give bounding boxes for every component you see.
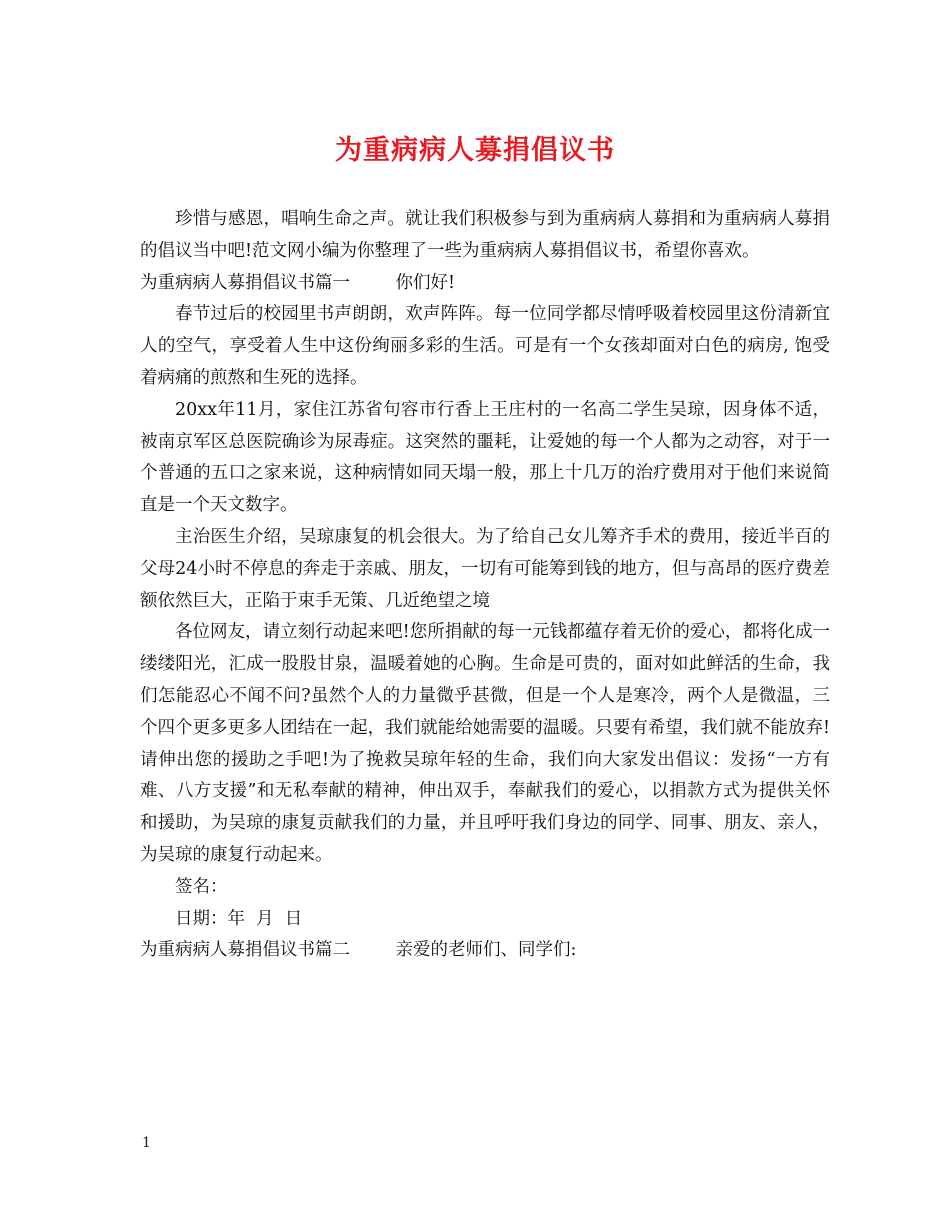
section1-heading: 为重病病人募捐倡议书篇一 [140,272,350,293]
page-number: 1 [142,1135,151,1151]
signature-line: 签名： [175,876,228,897]
body-paragraph-1: 春节过后的校园里书声朗朗，欢声阵阵。每一位同学都尽情呼吸着校园里这份清新宜人的空气，享受着人生中这份绚丽多彩的生活。可是有一个女孩却面对白色的病房, 饱受着病痛的煎熬和生死的选择。 [140,304,830,388]
section2-greeting: 亲爱的老师们、同学们: [395,940,577,961]
date-line: 日期：年 月 日 [175,908,303,929]
document-body [140,204,830,967]
body-paragraph-3: 主治医生介绍，吴琼康复的机会很大。为了给自己女儿筹齐手术的费用，接近半百的父母24小时不停息的奔走于亲戚、朋友，一切有可能筹到钱的地方，但与高昂的医疗费差额依然巨大，正陷于束手无策、几近绝望之境 [140,526,830,611]
section1-greeting: 你们好! [395,272,456,293]
section2-heading-line [140,935,830,967]
section2-heading: 为重病病人募捐倡议书篇二 [140,940,350,961]
body-paragraph-4: 各位网友，请立刻行动起来吧!您所捐献的每一元钱都蕴存着无价的爱心，都将化成一缕缕阳光，汇成一股股甘泉，温暖着她的心胸。生命是可贵的，面对如此鲜活的生命，我们怎能忍心不闻不问?虽然个人的力量微乎甚微，但是一个人是寒冷，两个人是微温，三个四个更多更多人团结在一起，我们就能给她需要的温暖。只要有希望，我们就不能放弃!请伸出您的援助之手吧!为了挽救吴琼年轻的生命，我们向大家发出倡议：发扬“一方有难、八方支援”和无私奉献的精神，伸出双手，奉献我们的爱心，以捐款方式为提供关怀和援助，为吴琼的康复贡献我们的力量，并且呼吁我们身边的同学、同事、朋友、亲人，为吴琼的康复行动起来。 [140,622,830,865]
intro-paragraph: 珍惜与感恩，唱响生命之声。就让我们积极参与到为重病病人募捐和为重病病人募捐的倡议当中吧!范文网小编为你整理了一些为重病病人募捐倡议书，希望你喜欢。 [140,209,830,261]
section1-heading-line [140,268,830,300]
document-title: 为重病病人募捐倡议书 [335,135,615,166]
body-paragraph-2: 20xx年11月，家住江苏省句容市行香上王庄村的一名高二学生吴琼，因身体不适，被南京军区总医院确诊为尿毒症。这突然的噩耗，让爱她的每一个人都为之动容，对于一个普通的五口之家来说，这种病情如同天塌一般，那上十几万的治疗费用对于他们来说简直是一个天文数字。 [140,399,830,516]
